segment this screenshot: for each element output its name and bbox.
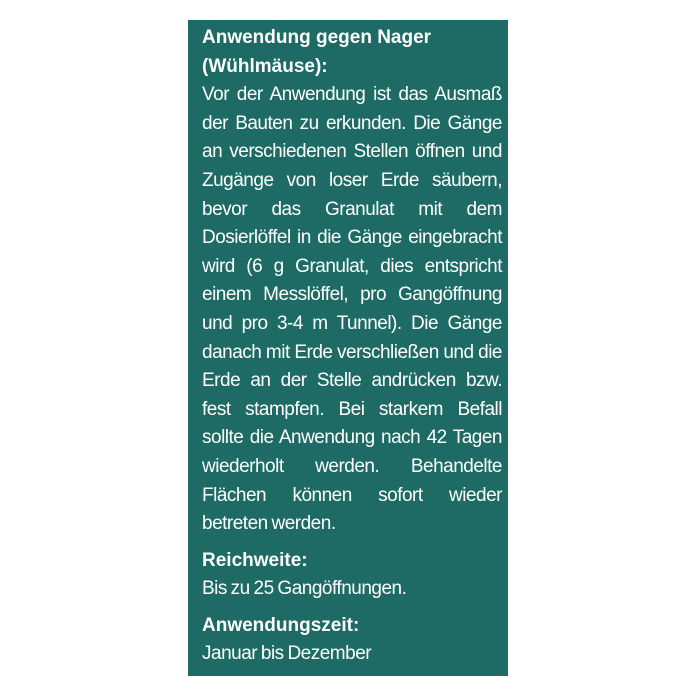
section-spacer xyxy=(202,539,502,547)
range-heading: Reichweite: xyxy=(202,549,308,571)
range-text: Bis zu 25 Gangöffnungen. xyxy=(202,578,407,600)
application-time-heading: Anwendungszeit: xyxy=(202,614,360,636)
application-time-text: Januar bis Dezember xyxy=(202,643,372,665)
application-instructions: Vor der Anwendung ist das Ausmaß der Bauten zu erkunden. Die Gänge an verschiedenen Stellen öffnen und Zugänge von loser Erde säubern, bevor das Granulat mit dem Dosierlöffel in die Gänge eingebracht wird (6 g Granulat, dies entspricht einem Messlöffel, pro Gangöffnung und pro 3-4 m Tunnel). Die Gänge danach mit Erde verschließen und die Erde an der Stelle andrücken bzw. fest stampfen. Bei starkem Befall sollte die Anwendung nach 42 Tagen wiederholt werden. Behandelte Flächen können sofort wieder betreten werden. xyxy=(202,84,502,535)
application-heading xyxy=(202,24,502,81)
section-spacer xyxy=(202,604,502,612)
product-label-panel xyxy=(188,20,508,676)
application-heading-line1: Anwendung gegen Nager xyxy=(202,27,432,48)
application-heading-line2: (Wühlmäuse): xyxy=(202,55,328,77)
